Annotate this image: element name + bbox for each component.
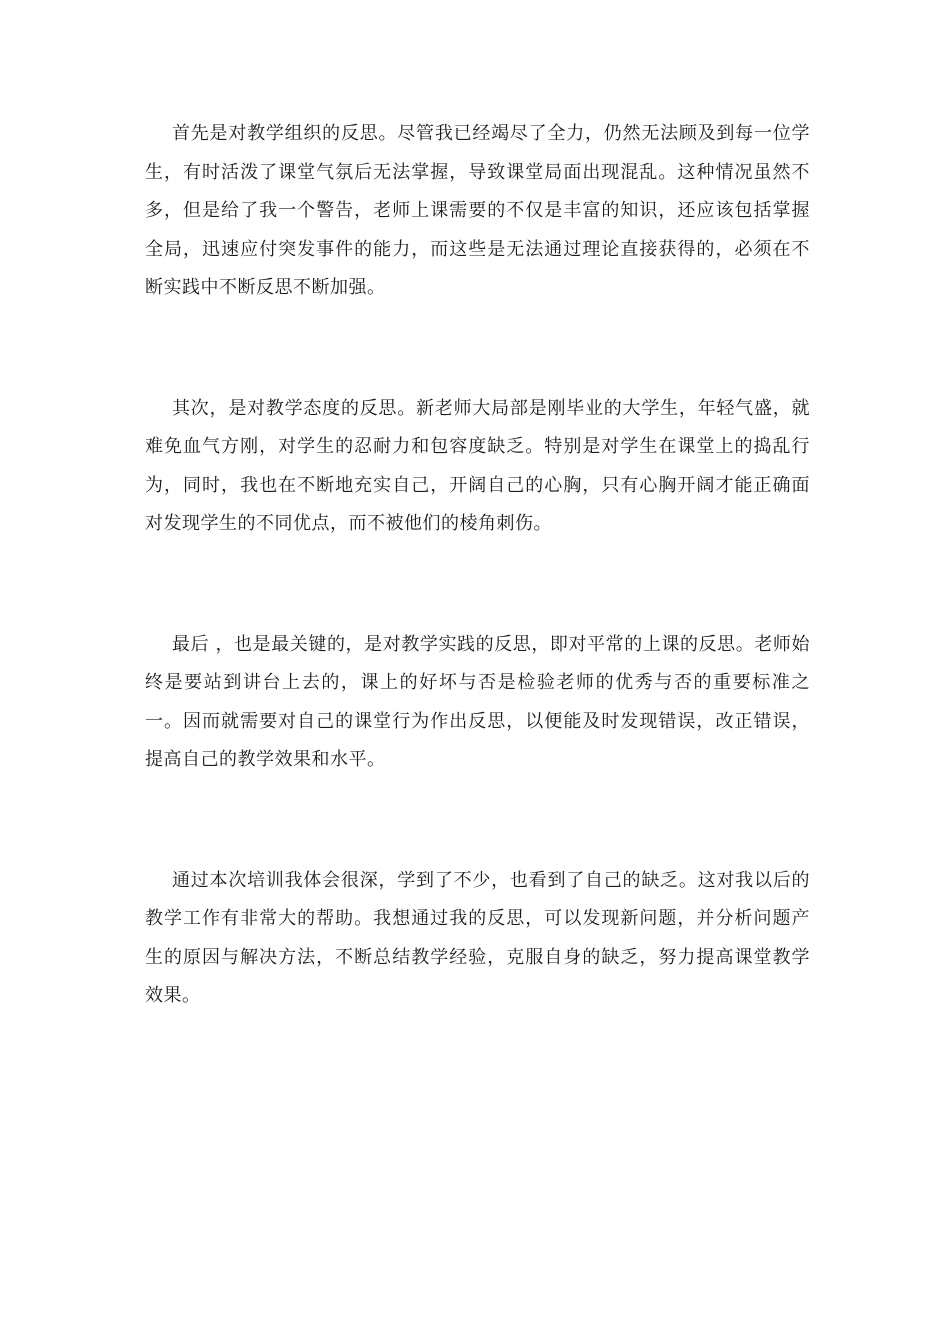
- paragraph-conclusion: 通过本次培训我体会很深，学到了不少，也看到了自己的缺乏。这对我以后的教学工作有非常大的帮助。我想通过我的反思，可以发现新问题，并分析问题产生的原因与解决方法，不断总结教学经验，克服自身的缺乏，努力提高课堂教学效果。: [145, 869, 810, 1006]
- paragraph-practice-reflection: 最后 ，也是最关键的，是对教学实践的反思，即对平常的上课的反思。老师始终是要站到讲台上去的，课上的好坏与否是检验老师的优秀与否的重要标准之一。因而就需要对自己的课堂行为作出反思，以便能及时发现错误，改正错误，提高自己的教学效果和水平。: [145, 633, 810, 770]
- paragraph-organization-reflection: 首先是对教学组织的反思。尽管我已经竭尽了全力，仍然无法顾及到每一位学生，有时活泼了课堂气氛后无法掌握，导致课堂局面出现混乱。这种情况虽然不多，但是给了我一个警告，老师上课需要的不仅是丰富的知识，还应该包括掌握全局，迅速应付突发事件的能力，而这些是无法通过理论直接获得的，必须在不断实践中不断反思不断加强。: [145, 123, 810, 298]
- paragraph-attitude-reflection: 其次，是对教学态度的反思。新老师大局部是刚毕业的大学生，年轻气盛，就难免血气方刚，对学生的忍耐力和包容度缺乏。特别是对学生在课堂上的捣乱行为，同时，我也在不断地充实自己，开阔自己的心胸，只有心胸开阔才能正确面对发现学生的不同优点，而不被他们的棱角刺伤。: [145, 397, 810, 534]
- document-body: [145, 115, 810, 1016]
